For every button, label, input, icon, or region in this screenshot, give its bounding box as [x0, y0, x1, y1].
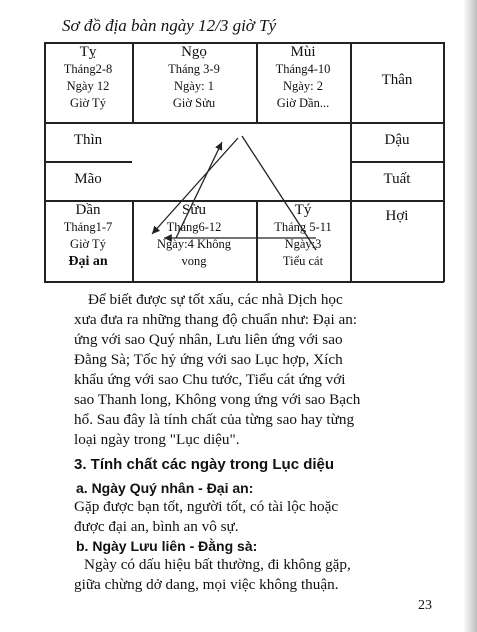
cell-tuat: Tuất — [383, 171, 411, 187]
cell-ngo-day: Ngày: 1 — [174, 79, 214, 93]
text-line: loại ngày trong "Lục diệu". — [74, 431, 240, 448]
cell-dan-month: Tháng1-7 — [63, 220, 113, 234]
cell-ty-name: Tỵ — [79, 44, 97, 60]
cell-suu-result: vong — [181, 254, 207, 268]
cell-than: Thân — [381, 72, 413, 88]
earthly-branches-grid — [44, 42, 444, 282]
page-number: 23 — [418, 598, 432, 613]
cell-ngo-month: Tháng 3-9 — [168, 62, 220, 76]
cell-dan-hour: Giờ Tý — [70, 237, 106, 251]
diagram-caption: Sơ đồ địa bàn ngày 12/3 giờ Tý — [62, 16, 277, 35]
intro-paragraph — [74, 290, 454, 450]
text-line: hổ. Sau đây là tính chất của từng sao hay từng — [74, 411, 355, 428]
cell-dan-result: Đại an — [68, 254, 108, 269]
subheading-b: b. Ngày Lưu liên - Đằng sà: — [76, 538, 258, 554]
cell-ngo-name: Ngọ — [181, 44, 207, 60]
section-heading: 3. Tính chất các ngày trong Lục diệu — [74, 456, 335, 473]
cell-mui-day: Ngày: 2 — [283, 79, 323, 93]
cell-suu-name: Sửu — [182, 202, 206, 218]
text-line: Đằng Sà; Tốc hỷ ứng với sao Lục hợp, Xích — [74, 351, 343, 368]
cell-mui-hour: Giờ Dần... — [276, 96, 330, 110]
cell-ty-bottom-day: Ngày:3 — [284, 237, 322, 251]
cell-mao: Mão — [74, 171, 102, 187]
text-line: giữa chừng dở dang, mọi việc không thuận. — [74, 576, 339, 593]
cell-suu-day: Ngày:4 Không — [157, 237, 231, 251]
arrow-line — [152, 138, 238, 234]
cell-ty-hour: Giờ Tý — [70, 96, 106, 110]
arrow-line — [176, 142, 222, 238]
cell-hoi: Hợi — [385, 208, 409, 224]
paragraph-a — [74, 497, 454, 537]
cell-ty-day: Ngày 12 — [66, 79, 110, 93]
text-line: Gặp được bạn tốt, người tốt, có tài lộc hoặc — [74, 498, 339, 515]
page-edge-shadow — [463, 0, 477, 632]
text-line: sao Thanh long, Không vong ứng với sao Bạch — [74, 391, 361, 408]
subheading-a: a. Ngày Quý nhân - Đại an: — [76, 480, 254, 496]
cell-ty-bottom-name: Tý — [294, 202, 312, 218]
cell-ngo-hour: Giờ Sửu — [172, 96, 216, 110]
cell-mui-month: Tháng4-10 — [275, 62, 331, 76]
cell-dan-name: Dần — [75, 202, 101, 218]
cell-suu-month: Tháng6-12 — [166, 220, 222, 234]
text-line: Để biết được sự tốt xấu, các nhà Dịch học — [88, 291, 343, 308]
cell-dau: Dậu — [384, 132, 410, 148]
text-line: xưa đưa ra những thang độ chuẩn như: Đại an: — [74, 311, 358, 328]
cell-thin: Thìn — [73, 132, 103, 148]
arrow-line — [242, 136, 316, 250]
cell-ty-bottom-result: Tiểu cát — [282, 254, 324, 268]
text-line: Ngày có dấu hiệu bất thường, đi không gặp, — [84, 556, 351, 573]
paragraph-b — [74, 555, 454, 595]
text-line: khẩu ứng với sao Chu tước, Tiểu cát ứng với — [74, 371, 346, 388]
text-line: được đại an, bình an vô sự. — [74, 518, 239, 535]
cell-ty-bottom-month: Tháng 5-11 — [274, 220, 332, 234]
text-line: ứng với sao Quý nhân, Lưu liên ứng với sao — [74, 331, 343, 348]
cell-ty-month: Tháng2-8 — [63, 62, 113, 76]
sequence-arrows — [44, 42, 444, 282]
cell-mui-name: Mùi — [290, 44, 316, 60]
